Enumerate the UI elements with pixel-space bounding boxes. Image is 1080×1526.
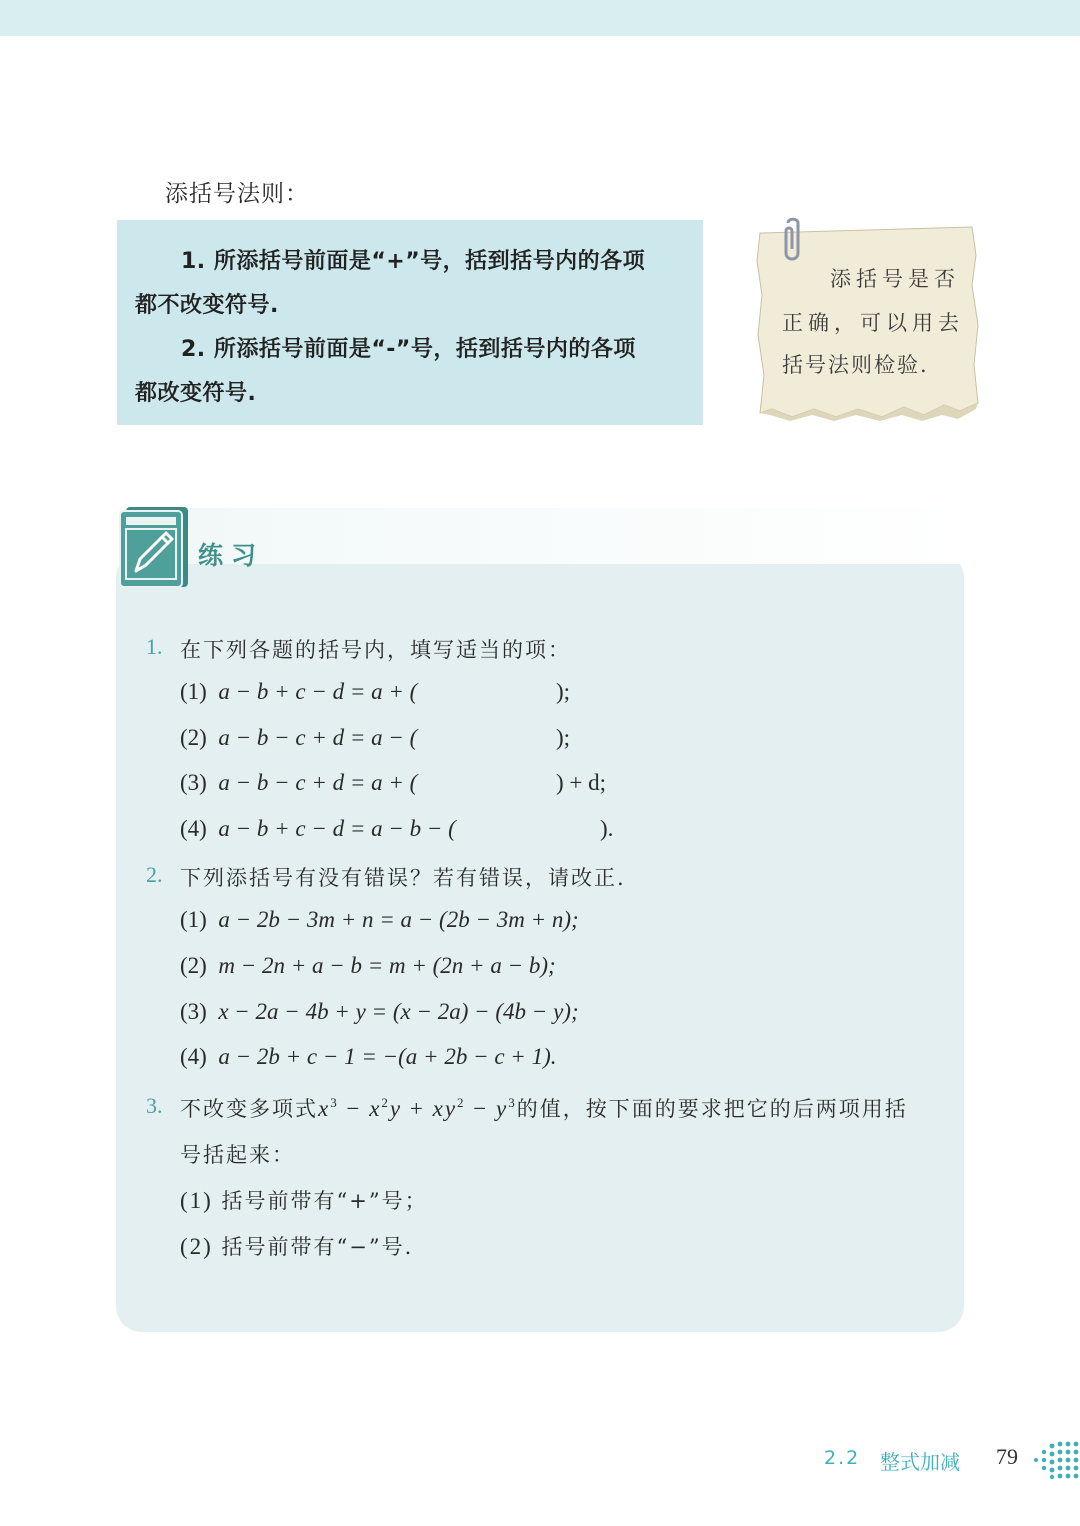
q2-item-expression: a − 2b + c − 1 = −(a + 2b − c + 1). [218,1044,557,1069]
q1-item-2 [180,725,417,751]
q1-item-1-tail: ); [556,679,571,704]
q2-item-expression: a − 2b − 3m + n = a − (2b − 3m + n); [218,907,579,932]
rule-2-line-1: 2. 所添括号前面是“-”号，括到括号内的各项 [181,337,636,362]
q3-text-before: 不改变多项式 [180,1097,318,1121]
q1-item-expression: a − b + c − d = a − b − ( [218,816,456,841]
note-line-1: 添括号是否 [830,267,960,291]
q1-item-3 [180,770,417,796]
page-number: 79 [996,1444,1018,1469]
q1-item-label: (2) [180,725,207,750]
q3-text-after: 的值，按下面的要求把它的后两项用括 [516,1097,908,1121]
exercise-header-band [188,508,968,564]
q1-item-2-tail: ); [556,725,571,750]
q3-item-label: (2) [180,1234,213,1259]
q3-item-label: (1) [180,1188,213,1213]
q3-item-2 [180,1231,413,1261]
paperclip-icon [776,217,810,269]
rule-2-line-2: 都改变符号. [135,381,257,406]
q2-item-expression: x − 2a − 4b + y = (x − 2a) − (4b − y); [218,999,579,1024]
exercise-title: 练习 [198,541,265,570]
q2-item-label: (3) [180,999,207,1024]
q3-item-text: 括号前带有“−”号. [221,1235,414,1259]
rules-title: 添括号法则： [165,181,309,207]
question-1-number: 1. [146,634,163,659]
question-2-number: 2. [146,862,163,887]
dot-grid-icon [1026,1440,1080,1480]
footer-section-title: 整式加减 [880,1450,960,1474]
q1-item-3-tail: ) + d; [556,770,607,795]
q1-item-expression: a − b − c + d = a − ( [218,725,418,750]
q1-item-1 [180,679,417,705]
question-2-text: 下列添括号有没有错误？若有错误，请改正. [180,866,626,890]
note-line-3: 括号法则检验. [782,353,929,377]
footer-section-number: 2.2 [824,1447,861,1469]
q2-item-2 [180,953,556,979]
q1-item-label: (4) [180,816,207,841]
q2-item-4 [180,1044,556,1070]
q3-item-1 [180,1185,428,1215]
q1-item-4-tail: ). [600,816,614,841]
q1-item-expression: a − b − c + d = a + ( [218,770,418,795]
q2-item-label: (2) [180,953,207,978]
exercise-panel [116,552,964,1332]
note-line-2: 正确，可以用去 [782,311,964,335]
side-note [754,225,980,421]
q1-item-label: (3) [180,770,207,795]
top-banner [0,0,1080,36]
q2-item-3 [180,999,579,1025]
rule-box [117,220,703,425]
q2-item-expression: m − 2n + a − b = m + (2n + a − b); [218,953,556,978]
rule-1-line-1: 1. 所添括号前面是“+”号，括到括号内的各项 [181,249,646,274]
question-3-number: 3. [146,1093,163,1118]
q1-item-label: (1) [180,679,207,704]
pencil-notebook-icon [118,505,190,589]
q2-item-1 [180,907,579,933]
question-3-line-2: 号括起来： [180,1143,295,1167]
polynomial-expression: $x^3 - x^2y + xy^2 - y^3$ [318,1095,517,1121]
rule-1-line-2: 都不改变符号. [135,293,279,318]
q2-item-label: (4) [180,1044,207,1069]
q1-item-expression: a − b + c − d = a + ( [218,679,418,704]
q1-item-4 [180,816,456,842]
question-1-text: 在下列各题的括号内，填写适当的项： [180,638,571,662]
question-3-text [180,1093,908,1123]
q2-item-label: (1) [180,907,207,932]
q3-item-text: 括号前带有“+”号； [221,1189,428,1213]
